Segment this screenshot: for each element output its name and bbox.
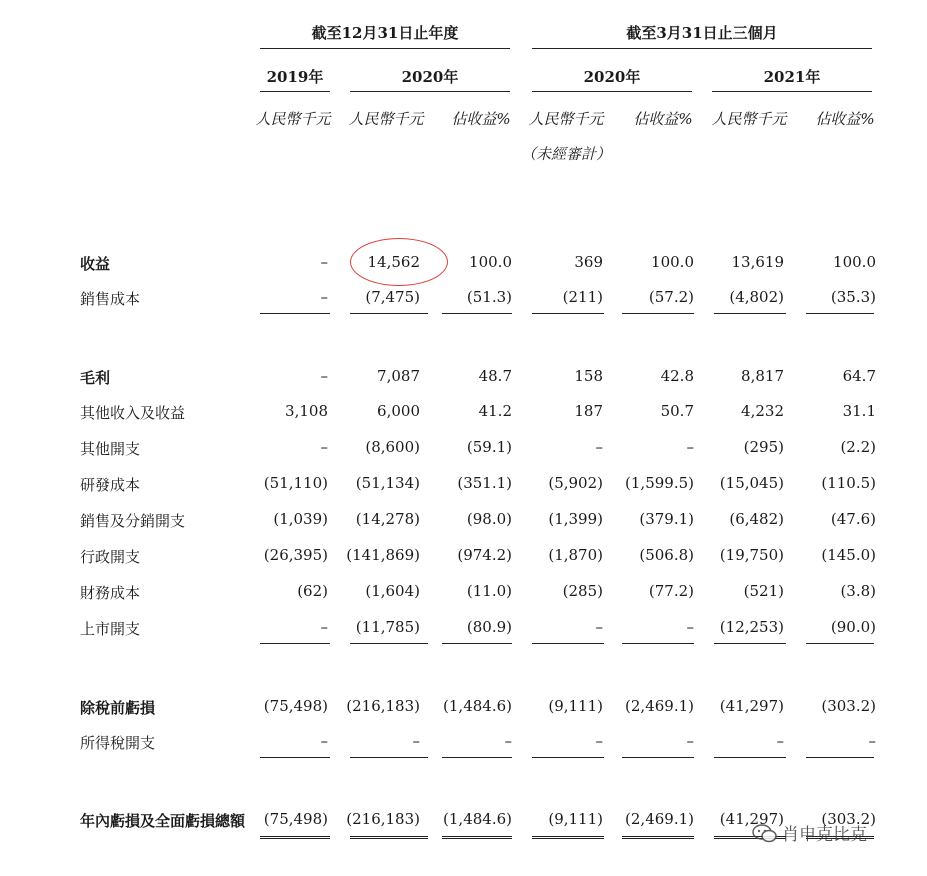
table-cell: 100.0 xyxy=(469,253,512,271)
year-header-2019: 2019年 xyxy=(266,68,324,86)
table-cell: 4,232 xyxy=(741,402,784,420)
table-cell: (974.2) xyxy=(457,546,512,564)
row-label: 上市開支 xyxy=(80,620,141,638)
table-cell: 14,562 xyxy=(367,253,420,271)
group-header-year: 截至12月31日止年度 xyxy=(311,24,459,42)
column-rule xyxy=(260,757,330,758)
table-cell: (145.0) xyxy=(821,546,876,564)
column-rule xyxy=(260,313,330,314)
table-cell: 13,619 xyxy=(731,253,784,271)
row-label: 所得稅開支 xyxy=(80,734,156,752)
column-rule xyxy=(532,757,604,758)
table-cell: (14,278) xyxy=(355,510,420,528)
table-cell: (19,750) xyxy=(719,546,784,564)
table-cell: (1,484.6) xyxy=(443,697,512,715)
table-cell: (15,045) xyxy=(719,474,784,492)
table-cell: (12,253) xyxy=(719,618,784,636)
year-underline xyxy=(532,91,692,92)
table-cell: – xyxy=(686,732,694,750)
unit-header: 佔收益% xyxy=(815,110,875,128)
table-cell: (35.3) xyxy=(830,288,876,306)
table-cell: 41.2 xyxy=(478,402,512,420)
row-label: 銷售及分銷開支 xyxy=(80,512,186,530)
table-cell: – xyxy=(595,732,603,750)
column-rule xyxy=(622,757,694,758)
table-cell: (285) xyxy=(562,582,603,600)
table-cell: (47.6) xyxy=(830,510,876,528)
table-cell: (80.9) xyxy=(466,618,512,636)
table-cell: (1,604) xyxy=(365,582,420,600)
table-cell: (2,469.1) xyxy=(625,810,694,828)
column-rule xyxy=(350,643,428,644)
table-cell: (75,498) xyxy=(263,810,328,828)
column-rule xyxy=(622,313,694,314)
table-cell: 100.0 xyxy=(833,253,876,271)
table-cell: (216,183) xyxy=(346,810,420,828)
table-cell: – xyxy=(686,438,694,456)
column-rule xyxy=(622,643,694,644)
table-cell: (379.1) xyxy=(639,510,694,528)
table-cell: (7,475) xyxy=(365,288,420,306)
table-cell: 8,817 xyxy=(741,367,784,385)
table-cell: – xyxy=(412,732,420,750)
column-rule xyxy=(260,836,330,839)
table-cell: 48.7 xyxy=(478,367,512,385)
table-cell: 3,108 xyxy=(285,402,328,420)
column-rule xyxy=(806,313,874,314)
column-rule xyxy=(532,313,604,314)
unaudited-note: （未經審計） xyxy=(520,145,611,163)
table-cell: – xyxy=(320,438,328,456)
table-cell: – xyxy=(595,618,603,636)
table-cell: 7,087 xyxy=(377,367,420,385)
column-rule xyxy=(260,643,330,644)
table-cell: (26,395) xyxy=(263,546,328,564)
column-rule xyxy=(442,757,512,758)
table-cell: (90.0) xyxy=(830,618,876,636)
table-cell: – xyxy=(686,618,694,636)
unit-header: 人民幣千元 xyxy=(255,110,331,128)
watermark xyxy=(752,820,867,845)
table-cell: (2,469.1) xyxy=(625,697,694,715)
table-cell: – xyxy=(320,732,328,750)
column-rule xyxy=(442,313,512,314)
table-cell: (77.2) xyxy=(648,582,694,600)
row-label: 財務成本 xyxy=(80,584,141,602)
table-cell: (141,869) xyxy=(346,546,420,564)
table-cell: (110.5) xyxy=(821,474,876,492)
column-rule xyxy=(714,757,786,758)
column-rule xyxy=(714,643,786,644)
table-cell: – xyxy=(595,438,603,456)
table-cell: (506.8) xyxy=(639,546,694,564)
table-cell: (62) xyxy=(297,582,328,600)
row-label: 毛利 xyxy=(80,369,111,387)
table-cell: (1,599.5) xyxy=(625,474,694,492)
unit-header: 人民幣千元 xyxy=(711,110,787,128)
row-label: 研發成本 xyxy=(80,476,141,494)
table-cell: (211) xyxy=(562,288,603,306)
table-cell: (1,399) xyxy=(548,510,603,528)
row-label: 收益 xyxy=(80,255,111,273)
table-cell: (1,484.6) xyxy=(443,810,512,828)
year-underline xyxy=(712,91,872,92)
column-rule xyxy=(622,836,694,839)
year-header-2020-annual: 2020年 xyxy=(401,68,459,86)
table-cell: (98.0) xyxy=(466,510,512,528)
table-cell: 64.7 xyxy=(842,367,876,385)
table-cell: (51.3) xyxy=(466,288,512,306)
table-cell: (11.0) xyxy=(466,582,512,600)
column-rule xyxy=(806,643,874,644)
year-header-2020-quarter: 2020年 xyxy=(583,68,641,86)
column-rule xyxy=(350,836,428,839)
table-cell: (303.2) xyxy=(821,697,876,715)
table-cell: 31.1 xyxy=(842,402,876,420)
table-cell: – xyxy=(504,732,512,750)
table-cell: (59.1) xyxy=(466,438,512,456)
table-cell: (41,297) xyxy=(719,810,784,828)
table-cell: (521) xyxy=(743,582,784,600)
table-cell: 187 xyxy=(574,402,603,420)
table-cell: (75,498) xyxy=(263,697,328,715)
table-cell: (3.8) xyxy=(840,582,876,600)
table-cell: (8,600) xyxy=(365,438,420,456)
table-cell: (51,110) xyxy=(263,474,328,492)
table-cell: 158 xyxy=(574,367,603,385)
table-cell: (351.1) xyxy=(457,474,512,492)
column-rule xyxy=(532,643,604,644)
table-cell: (1,870) xyxy=(548,546,603,564)
row-label: 年內虧損及全面虧損總額 xyxy=(80,812,246,830)
table-cell: (9,111) xyxy=(548,697,603,715)
table-cell: (4,802) xyxy=(729,288,784,306)
table-cell: (9,111) xyxy=(548,810,603,828)
unit-header: 佔收益% xyxy=(451,110,511,128)
table-cell: (51,134) xyxy=(355,474,420,492)
table-cell: 369 xyxy=(574,253,603,271)
table-cell: – xyxy=(320,367,328,385)
row-label: 行政開支 xyxy=(80,548,141,566)
table-cell: (303.2) xyxy=(821,810,876,828)
unit-header: 佔收益% xyxy=(633,110,693,128)
column-rule xyxy=(350,313,428,314)
column-rule xyxy=(350,757,428,758)
table-cell: (6,482) xyxy=(729,510,784,528)
table-cell: (57.2) xyxy=(648,288,694,306)
table-cell: (11,785) xyxy=(355,618,420,636)
table-cell: 50.7 xyxy=(660,402,694,420)
unit-header: 人民幣千元 xyxy=(348,110,424,128)
column-rule xyxy=(442,643,512,644)
group-header-quarter: 截至3月31日止三個月 xyxy=(626,24,778,42)
table-cell: – xyxy=(320,288,328,306)
table-cell: 6,000 xyxy=(377,402,420,420)
row-label: 銷售成本 xyxy=(80,290,141,308)
table-cell: – xyxy=(320,618,328,636)
table-cell: 42.8 xyxy=(660,367,694,385)
year-underline xyxy=(350,91,510,92)
table-cell: (2.2) xyxy=(840,438,876,456)
column-rule xyxy=(806,757,874,758)
row-label: 除稅前虧損 xyxy=(80,699,156,717)
table-cell: (216,183) xyxy=(346,697,420,715)
table-cell: (1,039) xyxy=(273,510,328,528)
table-cell: 100.0 xyxy=(651,253,694,271)
group-underline-quarter xyxy=(532,48,872,49)
row-label: 其他收入及收益 xyxy=(80,404,186,422)
wechat-icon xyxy=(752,824,778,844)
year-header-2021-quarter: 2021年 xyxy=(763,68,821,86)
group-underline-year xyxy=(260,48,510,49)
table-cell: (41,297) xyxy=(719,697,784,715)
unit-header: 人民幣千元 xyxy=(528,110,604,128)
row-label: 其他開支 xyxy=(80,440,141,458)
table-cell: – xyxy=(320,253,328,271)
table-cell: (5,902) xyxy=(548,474,603,492)
column-rule xyxy=(532,836,604,839)
watermark-text: 肖申克比克 xyxy=(782,825,867,845)
table-cell: – xyxy=(868,732,876,750)
table-cell: – xyxy=(776,732,784,750)
column-rule xyxy=(714,313,786,314)
year-underline xyxy=(260,91,330,92)
table-cell: (295) xyxy=(743,438,784,456)
column-rule xyxy=(442,836,512,839)
